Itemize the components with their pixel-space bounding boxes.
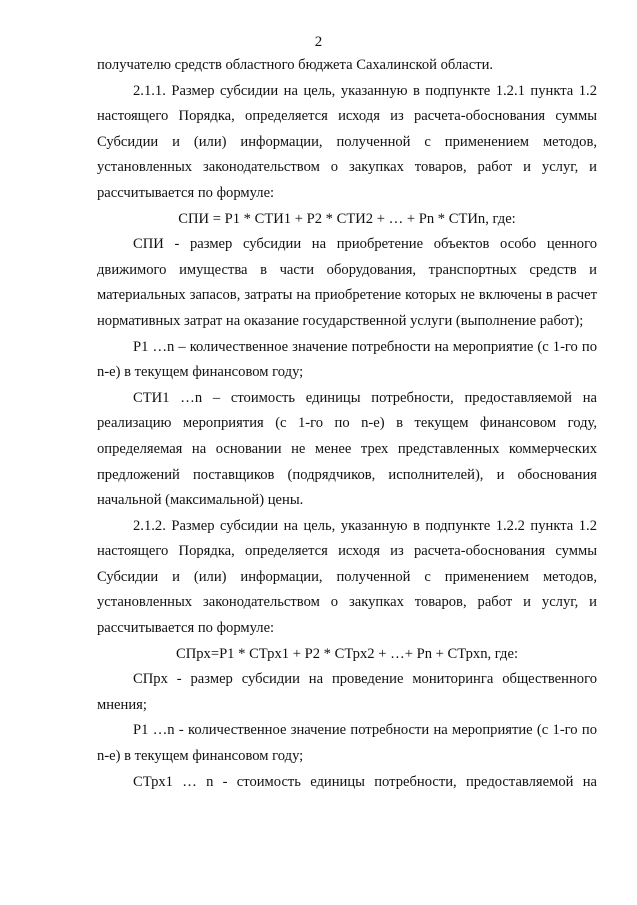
definition-p1-n: Р1 …n – количественное значение потребности на мероприятие (с 1-го по n-е) в текущем финансовом году; bbox=[97, 338, 597, 381]
definition-sprx: СПрх - размер субсидии на проведение мониторинга общественного мнения; bbox=[97, 671, 597, 713]
definition-sti1-n: СТИ1 …n – стоимость единицы потребности, предоставляемой на реализацию мероприятия (с 1-го по n-е) в текущем финансовом году, определяемая на основании не менее трех представленных коммерческих предложений поставщиков (подрядчиков, исполнителей), и обоснования начальной (максимальной) цены. bbox=[97, 389, 597, 509]
paragraph-2-1-1: 2.1.1. Размер субсидии на цель, указанную в подпункте 1.2.1 пункта 1.2 настоящего Порядка, определяется исходя из расчета-обоснования суммы Субсидии и (или) информации, полученной с применением методов, установленных законодательством о закупках товаров, работ и услуг, и рассчитывается по формуле: bbox=[97, 82, 597, 201]
paragraph-continuation: получателю средств областного бюджета Сахалинской области. bbox=[97, 57, 494, 73]
definition-strx1-n: СТрх1 … n - стоимость единицы потребности, предоставляемой на bbox=[133, 773, 597, 790]
formula-spi: СПИ = Р1 * СТИ1 + Р2 * СТИ2 + … + Рn * СТИn, где: bbox=[178, 210, 516, 227]
definition-p1-n-second: Р1 …n - количественное значение потребности на мероприятие (с 1-го по n-е) в текущем финансовом году; bbox=[97, 722, 597, 765]
page-number: 2 bbox=[314, 34, 323, 50]
paragraph-2-1-2: 2.1.2. Размер субсидии на цель, указанную в подпункте 1.2.2 пункта 1.2 настоящего Порядка, определяется исходя из расчета-обоснования суммы Субсидии и (или) информации, полученной с применением методов, установленных законодательством о закупках товаров, работ и услуг, и рассчитывается по формуле: bbox=[97, 517, 597, 637]
definition-spi: СПИ - размер субсидии на приобретение объектов особо ценного движимого имущества в части оборудования, транспортных средств и материальных запасов, затраты на приобретение которых не включены в расчет нормативных затрат на оказание государственной услуги (выполнение работ); bbox=[97, 236, 597, 329]
formula-sprx: СПрх=Р1 * СТрх1 + Р2 * СТрх2 + …+ Рn + СТрхn, где: bbox=[175, 645, 519, 662]
document-body bbox=[97, 53, 597, 795]
